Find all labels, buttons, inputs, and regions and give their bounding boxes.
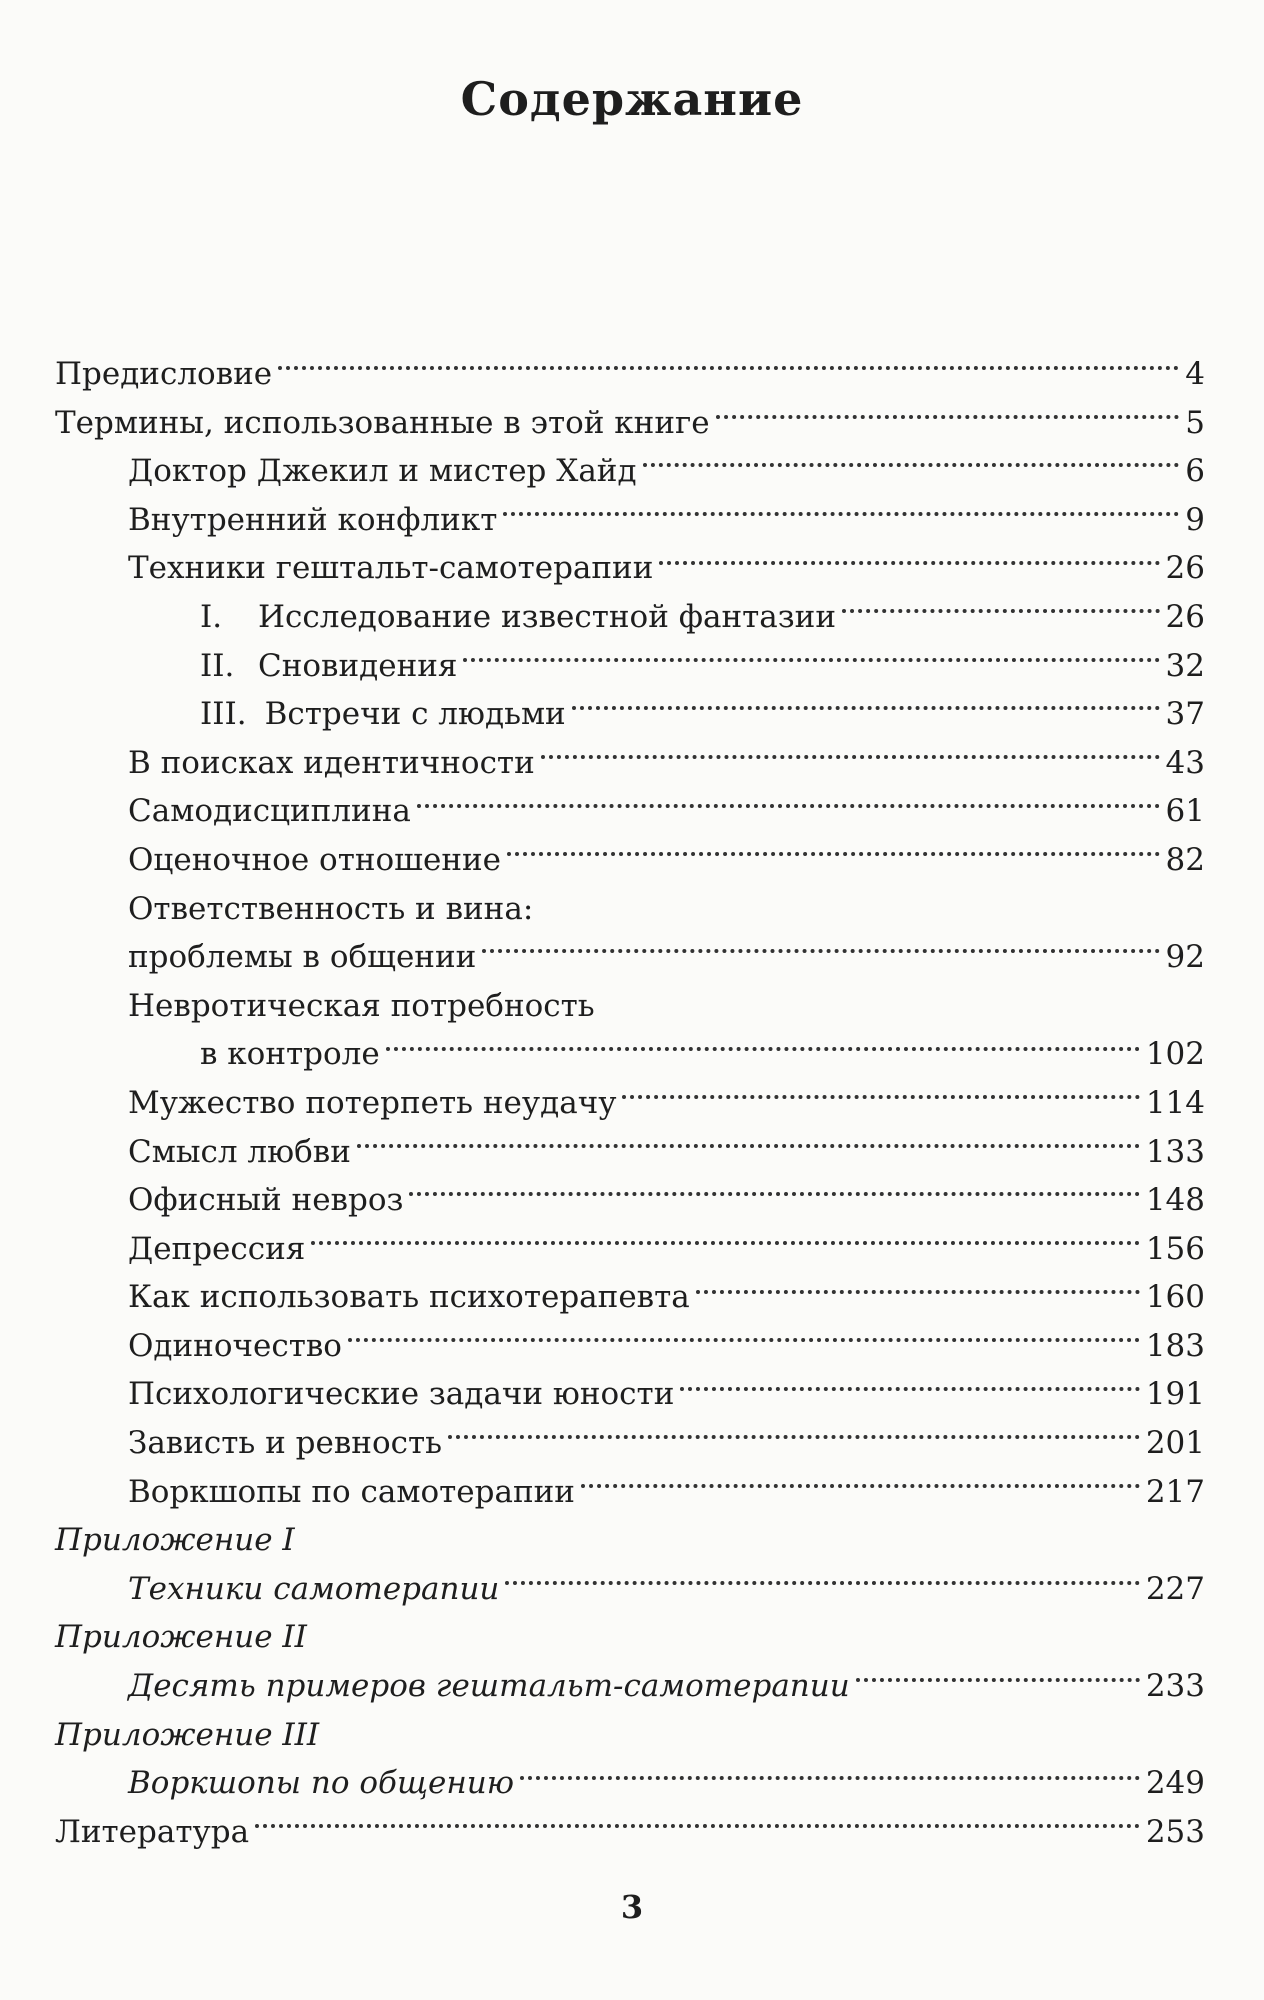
toc-entry-page: 160 [1145, 1279, 1205, 1316]
toc-entry-page: 26 [1165, 550, 1205, 587]
page-number: 3 [620, 1888, 644, 1926]
toc-entry-title: Техники гештальт-самотерапии [128, 550, 654, 587]
toc-entry [55, 1079, 1205, 1128]
toc-entry-page: 191 [1145, 1376, 1205, 1413]
dot-leader [448, 1435, 1140, 1439]
toc-entry [55, 1759, 1205, 1808]
dot-leader [572, 706, 1160, 710]
toc-entry-title: в контроле [200, 1036, 380, 1073]
dot-leader [581, 1484, 1140, 1488]
toc-entry [55, 1030, 1205, 1079]
toc-entry-page: 43 [1165, 744, 1205, 781]
toc-entry-title: Психологические задачи юности [128, 1376, 675, 1413]
toc-entry-numeral: III. [200, 696, 247, 733]
toc-entry [55, 544, 1205, 593]
dot-leader [278, 366, 1179, 370]
dot-leader [357, 1144, 1140, 1148]
toc-entry-page: 32 [1165, 647, 1205, 684]
toc-entry-title: В поисках идентичности [128, 744, 535, 781]
toc-entry-page: 148 [1145, 1182, 1205, 1219]
dot-leader [659, 561, 1159, 565]
toc-entry-page: 37 [1165, 696, 1205, 733]
toc-entry [55, 496, 1205, 545]
toc-entry [55, 836, 1205, 885]
dot-leader [503, 512, 1179, 516]
toc-entry-title: Предисловие [55, 356, 273, 392]
dot-leader [348, 1338, 1140, 1342]
dot-leader [716, 415, 1180, 419]
toc-entry [55, 1711, 1205, 1760]
toc-entry-title: Термины, использованные в этой книге [55, 404, 710, 441]
toc-entry-title: Исследование известной фантазии [258, 598, 836, 635]
toc-entry [55, 1370, 1205, 1419]
toc-entry-page: 249 [1145, 1765, 1205, 1802]
toc-entry [55, 885, 1205, 934]
toc-entry [55, 787, 1205, 836]
dot-leader [696, 1290, 1140, 1294]
toc-entry-page: 82 [1165, 841, 1205, 878]
toc-entry [55, 1468, 1205, 1517]
toc-entry [55, 1565, 1205, 1614]
toc-entry [55, 642, 1205, 691]
toc-entry-title: Сновидения [258, 647, 458, 684]
table-of-contents [55, 350, 1205, 1856]
toc-entry-page: 183 [1145, 1327, 1205, 1364]
dot-leader [507, 852, 1160, 856]
toc-entry [55, 933, 1205, 982]
page-title: Содержание [460, 72, 804, 126]
toc-entry-title: Ответственность и вина: [128, 890, 534, 927]
toc-entry-title: Офисный невроз [128, 1182, 404, 1219]
dot-leader [386, 1047, 1140, 1051]
toc-entry-title: Приложение III [55, 1716, 320, 1753]
toc-entry-page: 4 [1185, 356, 1205, 392]
toc-entry-page: 92 [1165, 939, 1205, 976]
toc-entry [55, 399, 1205, 448]
toc-entry-numeral: II. [200, 647, 235, 684]
toc-entry [55, 593, 1205, 642]
toc-entry-title: Воркшопы по общению [128, 1765, 515, 1802]
toc-entry-page: 102 [1145, 1036, 1205, 1073]
toc-entry-title: Самодисциплина [128, 793, 411, 830]
toc-entry-title: Невротическая потребность [128, 987, 595, 1024]
toc-entry [55, 1273, 1205, 1322]
toc-entry [55, 1516, 1205, 1565]
toc-entry-page: 201 [1145, 1425, 1205, 1462]
toc-entry-title: Десять примеров гештальт-самотерапии [128, 1668, 850, 1705]
toc-entry-page: 253 [1145, 1813, 1205, 1850]
toc-entry-page: 227 [1145, 1570, 1205, 1607]
toc-entry-page: 6 [1185, 453, 1205, 490]
toc-entry [55, 739, 1205, 788]
dot-leader [520, 1776, 1140, 1780]
toc-entry [55, 1419, 1205, 1468]
toc-entry [55, 350, 1205, 399]
toc-entry-page: 233 [1145, 1668, 1205, 1705]
toc-entry-title: Внутренний конфликт [128, 501, 498, 538]
toc-entry-page: 61 [1165, 793, 1205, 830]
toc-entry-page: 9 [1185, 501, 1205, 538]
toc-entry-page: 26 [1165, 598, 1205, 635]
toc-entry-title: Встречи с людьми [264, 696, 566, 733]
dot-leader [255, 1824, 1140, 1828]
dot-leader [856, 1678, 1140, 1682]
toc-entry [55, 982, 1205, 1031]
toc-entry-title: Воркшопы по самотерапии [128, 1473, 575, 1510]
toc-entry-title: проблемы в общении [128, 939, 477, 976]
toc-entry [55, 1613, 1205, 1662]
toc-entry [55, 1662, 1205, 1711]
toc-entry [55, 1808, 1205, 1857]
dot-leader [505, 1581, 1139, 1585]
dot-leader [417, 804, 1160, 808]
dot-leader [643, 463, 1180, 467]
toc-entry-title: Доктор Джекил и мистер Хайд [128, 453, 637, 490]
toc-entry-title: Техники самотерапии [128, 1570, 500, 1607]
toc-entry-title: Одиночество [128, 1327, 342, 1364]
dot-leader [541, 755, 1160, 759]
toc-entry-title: Как использовать психотерапевта [128, 1279, 690, 1316]
dot-leader [680, 1387, 1139, 1391]
toc-entry [55, 1225, 1205, 1274]
toc-entry [55, 690, 1205, 739]
toc-entry [55, 447, 1205, 496]
dot-leader [409, 1192, 1139, 1196]
dot-leader [622, 1095, 1139, 1099]
dot-leader [463, 658, 1159, 662]
toc-entry-page: 114 [1145, 1084, 1205, 1121]
dot-leader [311, 1241, 1139, 1245]
toc-entry-page: 5 [1185, 404, 1205, 441]
toc-entry [55, 1176, 1205, 1225]
toc-entry-page: 156 [1145, 1230, 1205, 1267]
toc-entry-page: 133 [1145, 1133, 1205, 1170]
toc-entry-page: 217 [1145, 1473, 1205, 1510]
dot-leader [842, 609, 1160, 613]
toc-entry-title: Оценочное отношение [128, 841, 502, 878]
toc-entry-numeral: I. [200, 598, 223, 635]
toc-entry-title: Депрессия [128, 1230, 306, 1267]
toc-entry-title: Приложение I [55, 1522, 295, 1559]
toc-entry-title: Литература [55, 1813, 250, 1850]
toc-entry-title: Зависть и ревность [128, 1425, 443, 1462]
toc-entry-title: Мужество потерпеть неудачу [128, 1084, 617, 1121]
toc-entry [55, 1322, 1205, 1371]
dot-leader [482, 949, 1159, 953]
toc-entry [55, 1128, 1205, 1177]
toc-entry-title: Смысл любви [128, 1133, 351, 1170]
toc-entry-title: Приложение II [55, 1619, 307, 1656]
